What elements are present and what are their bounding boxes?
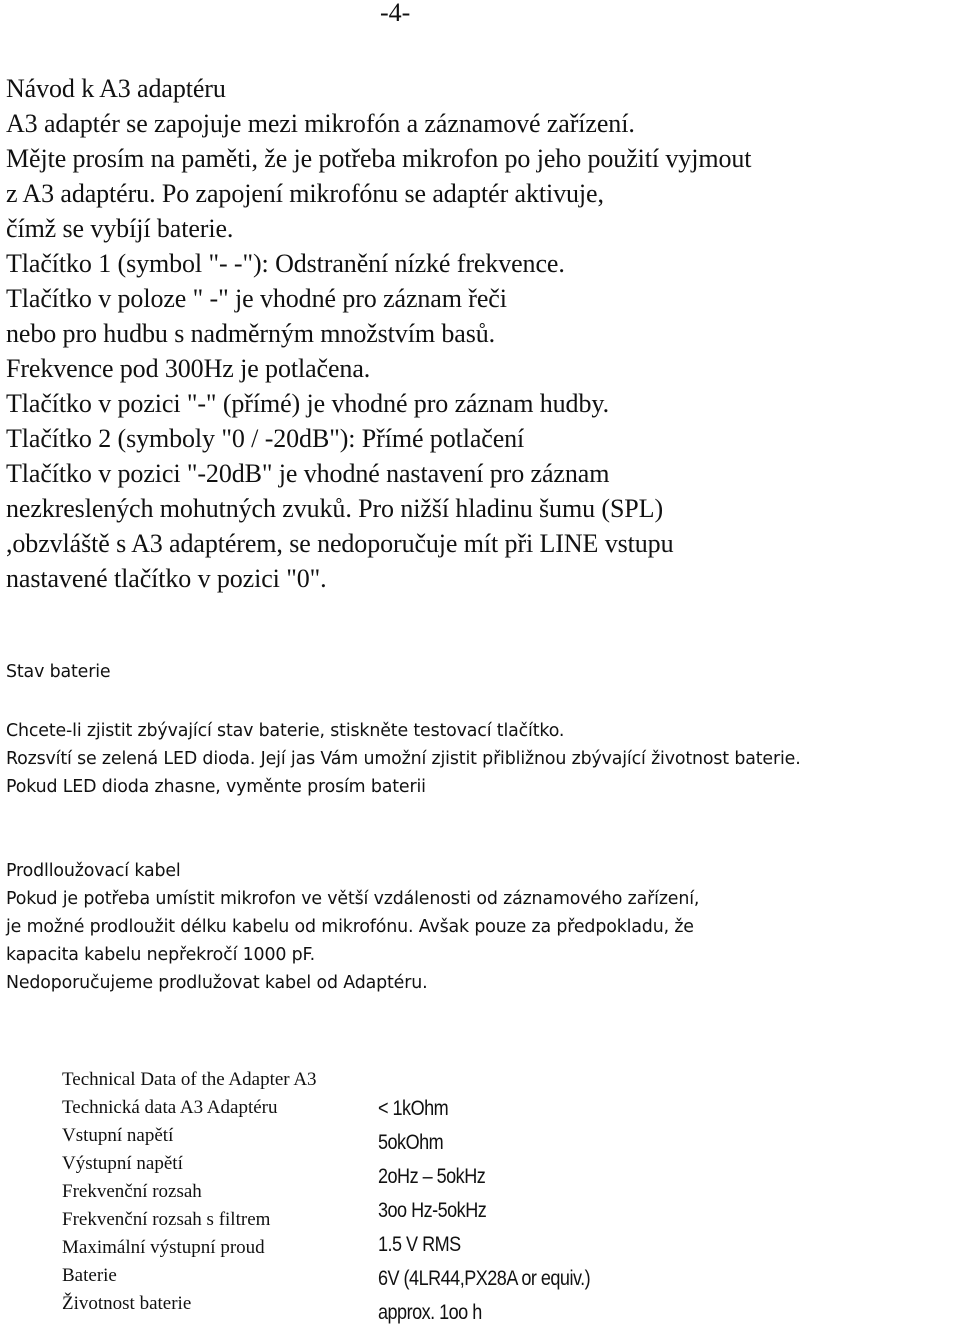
spec-label-input-voltage: Vstupní napětí: [62, 1125, 174, 1146]
spec-label-frequency-range: Frekvenční rozsah: [62, 1181, 202, 1202]
cable-line: Nedoporučujeme prodlužovat kabel od Adaptéru.: [6, 973, 428, 993]
battery-line: Rozsvítí se zelená LED dioda. Její jas Vám umožní zjistit přibližnou zbývající životnost baterie.: [6, 749, 801, 769]
spec-value-frequency-range-filter: 3oo Hz-5okHz: [378, 1199, 487, 1222]
technical-data-labels: [62, 1066, 317, 1318]
spec-label-output-voltage: Výstupní napětí: [62, 1153, 183, 1174]
technical-data-subtitle: Technická data A3 Adaptéru: [62, 1097, 278, 1118]
spec-value-battery: 6V (4LR44,PX28A or equiv.): [378, 1267, 591, 1290]
spec-label-battery-life: Životnost baterie: [62, 1293, 192, 1314]
spec-value-input-voltage: < 1kOhm: [378, 1097, 449, 1120]
instructions-line: A3 adaptér se zapojuje mezi mikrofón a záznamové zařízení.: [6, 109, 635, 138]
instructions-line: nastavené tlačítko v pozici "0".: [6, 564, 327, 593]
spec-value-output-voltage: 5okOhm: [378, 1131, 444, 1154]
spec-label-battery: Baterie: [62, 1265, 117, 1286]
instructions-line: čímž se vybíjí baterie.: [6, 214, 234, 243]
cable-line: kapacita kabelu nepřekročí 1000 pF.: [6, 945, 315, 965]
cable-section-heading: Prodlloužovací kabel: [6, 861, 181, 881]
instructions-line: Mějte prosím na paměti, že je potřeba mikrofon po jeho použití vyjmout: [6, 144, 752, 173]
cable-line: je možné prodloužit délku kabelu od mikrofónu. Avšak pouze za předpokladu, že: [6, 917, 694, 937]
instructions-title: Návod k A3 adaptéru: [6, 74, 226, 103]
cable-section-text: [6, 885, 699, 997]
spec-value-battery-life: approx. 1oo h: [378, 1301, 482, 1324]
cable-line: Pokud je potřeba umístit mikrofon ve větší vzdálenosti od záznamového zařízení,: [6, 889, 700, 909]
page-number: -4-: [380, 0, 411, 27]
instructions-line: Tlačítko 1 (symbol "- -"): Odstranění nízké frekvence.: [6, 249, 565, 278]
instructions-line: z A3 adaptéru. Po zapojení mikrofónu se adaptér aktivuje,: [6, 179, 604, 208]
spec-label-max-output-current: Maximální výstupní proud: [62, 1237, 265, 1258]
battery-line: Chcete-li zjistit zbývající stav baterie, stiskněte testovací tlačítko.: [6, 721, 565, 741]
technical-data-title: Technical Data of the Adapter A3: [62, 1069, 317, 1090]
battery-section-heading: Stav baterie: [6, 662, 111, 682]
battery-line: Pokud LED dioda zhasne, vyměnte prosím baterii: [6, 777, 426, 797]
spec-value-frequency-range: 2oHz – 5okHz: [378, 1165, 486, 1188]
adapter-instructions: [6, 71, 956, 596]
instructions-line: Tlačítko 2 (symboly "0 / -20dB"): Přímé potlačení: [6, 424, 525, 453]
battery-section-text: [6, 717, 801, 801]
spec-label-frequency-range-filter: Frekvenční rozsah s filtrem: [62, 1209, 271, 1230]
instructions-line: Tlačítko v poloze " -" je vhodné pro záznam řeči: [6, 284, 507, 313]
instructions-line: nezkreslených mohutných zvuků. Pro nižší hladinu šumu (SPL): [6, 494, 663, 523]
instructions-line: ,obzvláště s A3 adaptérem, se nedoporučuje mít při LINE vstupu: [6, 529, 674, 558]
technical-data-values: [378, 1092, 590, 1330]
instructions-line: Frekvence pod 300Hz je potlačena.: [6, 354, 371, 383]
spec-value-max-output-current: 1.5 V RMS: [378, 1233, 461, 1256]
instructions-line: Tlačítko v pozici "-" (přímé) je vhodné pro záznam hudby.: [6, 389, 609, 418]
instructions-line: nebo pro hudbu s nadměrným množstvím basů.: [6, 319, 496, 348]
instructions-line: Tlačítko v pozici "-20dB" je vhodné nastavení pro záznam: [6, 459, 610, 488]
